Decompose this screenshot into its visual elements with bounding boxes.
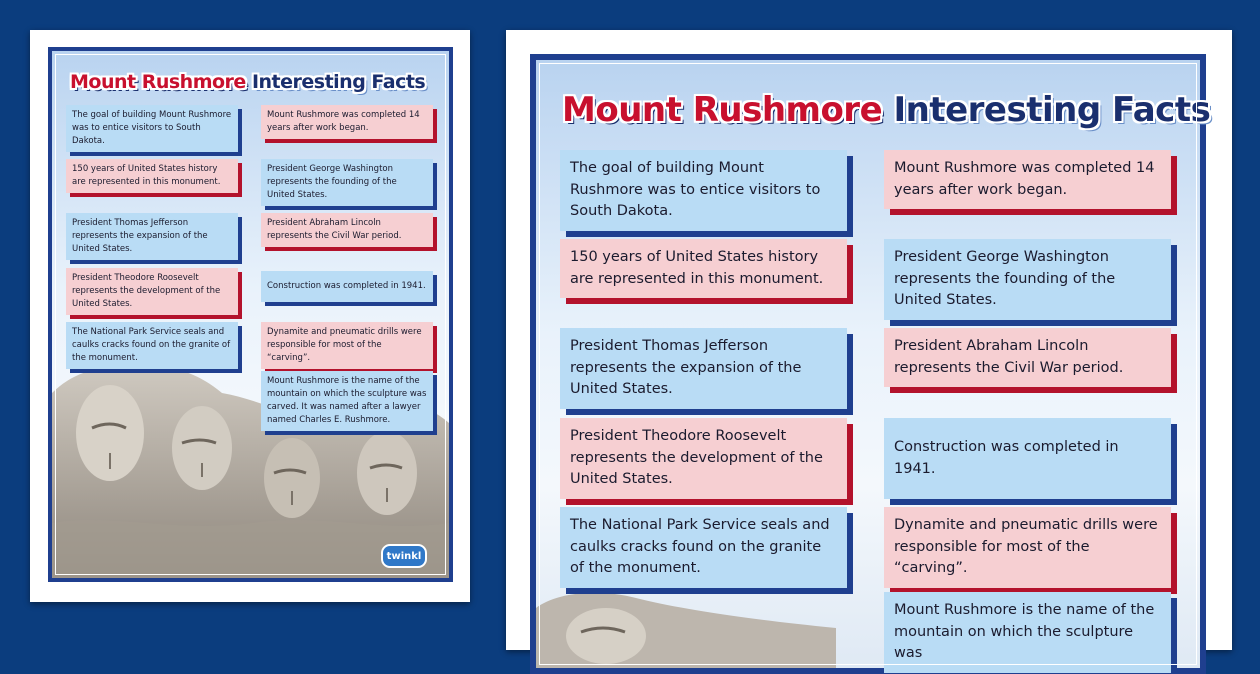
fact-card: The goal of building Mount Rushmore was to entice visitors to South Dakota. [560,150,847,231]
poster-frame [48,47,453,582]
poster-thumbnail [30,30,470,602]
fact-card: The goal of building Mount Rushmore was to entice visitors to South Dakota. [66,105,238,152]
fact-card: President George Washington represents the founding of the United States. [261,159,433,206]
fact-card: Construction was completed in 1941. [884,418,1171,499]
fact-card: President Thomas Jefferson represents the expansion of the United States. [560,328,847,409]
fact-card: Dynamite and pneumatic drills were responsible for most of the “carving”. [884,507,1171,588]
fact-card: 150 years of United States history are represented in this monument. [66,159,238,193]
poster-title [562,90,1210,130]
fact-card: President Theodore Roosevelt represents the development of the United States. [560,418,847,499]
fact-card: President Abraham Lincoln represents the Civil War period. [261,213,433,247]
fact-card: President Thomas Jefferson represents the expansion of the United States. [66,213,238,260]
twinkl-logo: twinkl [381,544,427,568]
fact-card: Dynamite and pneumatic drills were responsible for most of the “carving”. [261,322,433,369]
mount-rushmore-photo [536,588,836,668]
fact-card: The National Park Service seals and caulks cracks found on the granite of the monument. [560,507,847,588]
poster-frame [530,54,1211,674]
fact-card: Construction was completed in 1941. [261,271,433,302]
fact-card: President Theodore Roosevelt represents the development of the United States. [66,268,238,315]
poster-preview [506,30,1232,661]
fact-card: President Abraham Lincoln represents the Civil War period. [884,328,1171,387]
fact-card: Mount Rushmore was completed 14 years after work began. [261,105,433,139]
title-red: Mount Rushmore [562,90,883,130]
fact-card: President George Washington represents the founding of the United States. [884,239,1171,320]
title-red: Mount Rushmore [70,71,246,93]
poster-title [70,71,425,93]
title-navy: Interesting Facts [251,71,426,93]
fact-card: Mount Rushmore was completed 14 years after work began. [884,150,1171,209]
fact-card: The National Park Service seals and caulks cracks found on the granite of the monument. [66,322,238,369]
fact-card: 150 years of United States history are represented in this monument. [560,239,847,298]
fact-card: Mount Rushmore is the name of the mountain on which the sculpture was carved. It was named after a lawyer named Charles E. Rushmore. [261,371,433,431]
fact-card: Mount Rushmore is the name of the mountain on which the sculpture was [884,592,1171,673]
title-navy: Interesting Facts [893,90,1211,130]
